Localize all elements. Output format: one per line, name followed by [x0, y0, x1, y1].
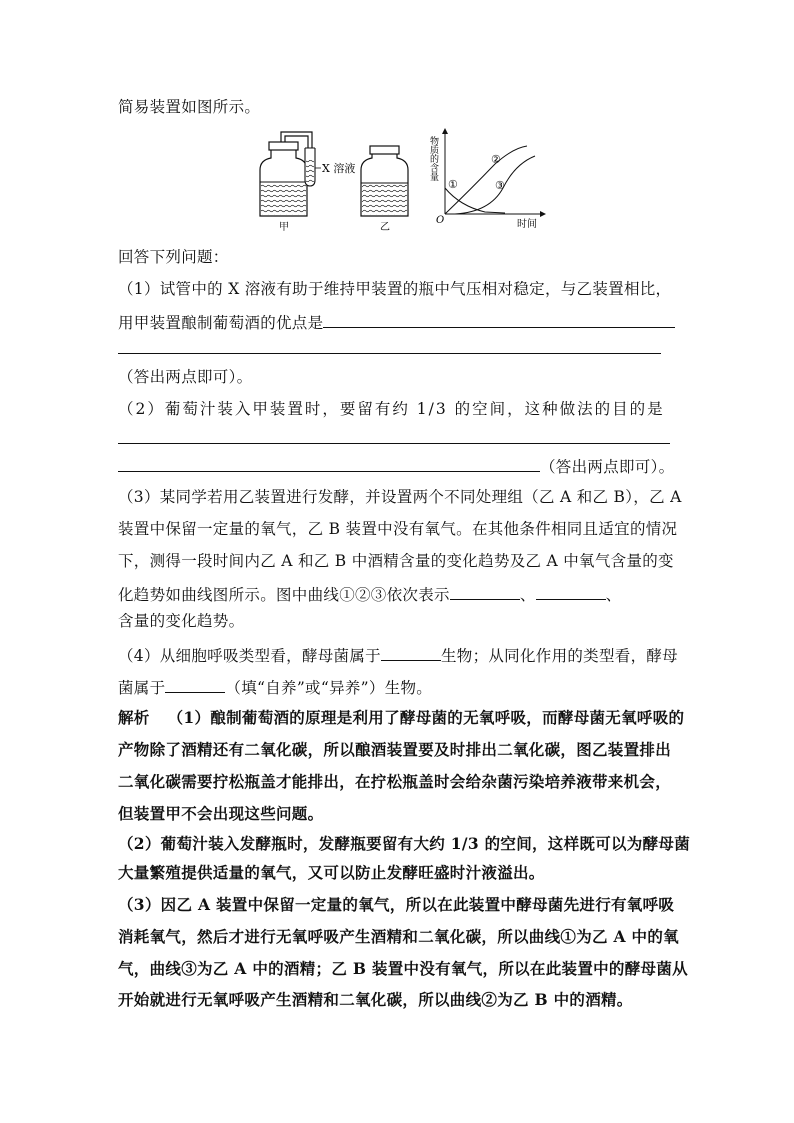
apparatus-figure: [255, 128, 555, 232]
q1-line2-text: 用甲装置酿制葡萄酒的优点是: [118, 314, 324, 332]
q3-sep-2: 、: [605, 586, 622, 604]
q3-line4-text: 化趋势如曲线图所示。图中曲线①②③依次表示: [118, 586, 450, 604]
analysis-label: 解析: [118, 708, 150, 727]
q3-line5: 含量的变化趋势。: [118, 612, 245, 630]
origin-label: O: [436, 215, 445, 226]
y-axis-label: 物质的含量: [428, 136, 438, 181]
q1-line2: [118, 311, 675, 333]
q3-line1: （3）某同学若用乙装置进行发酵，并设置两个不同处理组（乙 A 和乙 B），乙 A: [118, 488, 682, 506]
analysis-p3-line4: 开始就进行无氧呼吸产生酒精和二氧化碳，所以曲线②为乙 B 中的酒精。: [118, 990, 633, 1009]
q2-line1: （2）葡萄汁装入甲装置时，要留有约 1/3 的空间，这种做法的目的是: [118, 400, 665, 418]
figure-svg: [255, 128, 555, 232]
analysis-p2-line2: 大量繁殖提供适量的氧气，又可以防止发酵旺盛时汁液溢出。: [118, 863, 545, 882]
q3-line2: 装置中保留一定量的氧气，乙 B 装置中没有氧气。在其他条件相同且适宜的情况: [118, 520, 678, 538]
analysis-p1-line1: 解析 （1）酿制葡萄酒的原理是利用了酵母菌的无氧呼吸，而酵母菌无氧呼吸的: [118, 708, 685, 727]
bottle-jia: [260, 142, 307, 216]
analysis-p1-line2: 产物除了酒精还有二氧化碳，所以酿酒装置要及时排出二氧化碳，图乙装置排出: [118, 740, 672, 759]
bottle-yi: [361, 146, 408, 216]
q1-blank-2[interactable]: [118, 353, 661, 354]
x-solution-label: X 溶液: [322, 162, 356, 175]
analysis-p1-line4: 但装置甲不会出现这些问题。: [118, 804, 324, 823]
curve-1-label: ①: [448, 178, 458, 191]
analysis-p3-line1: （3）因乙 A 装置中保留一定量的氧气，所以在此装置中酵母菌先进行有氧呼吸: [118, 895, 675, 914]
test-tube: [305, 148, 321, 186]
answer-prompt: 回答下列问题：: [118, 248, 229, 266]
content-graph: [428, 128, 546, 230]
q4-line1: [118, 644, 678, 666]
q1-note: （答出两点即可）。: [118, 368, 253, 386]
q2-note: （答出两点即可）。: [540, 458, 675, 476]
label-jia: 甲: [279, 222, 289, 232]
q4-line1b: 生物；从同化作用的类型看，酵母: [440, 647, 678, 665]
q3-blank-1[interactable]: [450, 583, 520, 600]
q3-line3: 下，测得一段时间内乙 A 和乙 B 中酒精含量的变化趋势及乙 A 中氧气含量的变: [118, 552, 674, 570]
q2-blank-2[interactable]: [118, 455, 540, 472]
q1-blank-1[interactable]: [323, 311, 675, 328]
q4-line2a: 菌属于: [118, 679, 166, 697]
analysis-p3-line2: 消耗氧气，然后才进行无氧呼吸产生酒精和二氧化碳，所以曲线①为乙 A 中的氧: [118, 927, 679, 946]
y-axis-arrow: [442, 128, 448, 134]
q2-line2: [118, 455, 674, 477]
x-axis-label: 时间: [517, 219, 537, 230]
q4-blank-1[interactable]: [381, 644, 441, 661]
analysis-p3-line3: 气，曲线③为乙 A 中的酒精；乙 B 装置中没有氧气，所以在此装置中的酵母菌从: [118, 959, 688, 978]
analysis-p1-line3: 二氧化碳需要拧松瓶盖才能排出，在拧松瓶盖时会给杂菌污染培养液带来机会，: [118, 772, 672, 791]
intro-text: 简易装置如图所示。: [118, 98, 261, 116]
label-yi: 乙: [380, 222, 390, 232]
q4-line1a: （4）从细胞呼吸类型看，酵母菌属于: [118, 647, 381, 665]
x-axis-arrow: [540, 211, 546, 217]
q2-blank-1[interactable]: [118, 443, 670, 444]
q4-line2: [118, 676, 432, 698]
q4-line2b: （填“自养”或“异养”）生物。: [225, 679, 433, 697]
q3-blank-2[interactable]: [536, 583, 606, 600]
curve-2-label: ②: [491, 153, 501, 166]
q3-line4: [118, 583, 621, 605]
curve-3-label: ③: [495, 179, 505, 192]
q1-line1: （1）试管中的 X 溶液有助于维持甲装置的瓶中气压相对稳定，与乙装置相比，: [118, 280, 672, 298]
analysis-p2-line1: （2）葡萄汁装入发酵瓶时，发酵瓶要留有大约 1/3 的空间，这样既可以为酵母菌: [118, 834, 691, 853]
q3-sep-1: 、: [519, 586, 536, 604]
q4-blank-2[interactable]: [165, 676, 225, 693]
